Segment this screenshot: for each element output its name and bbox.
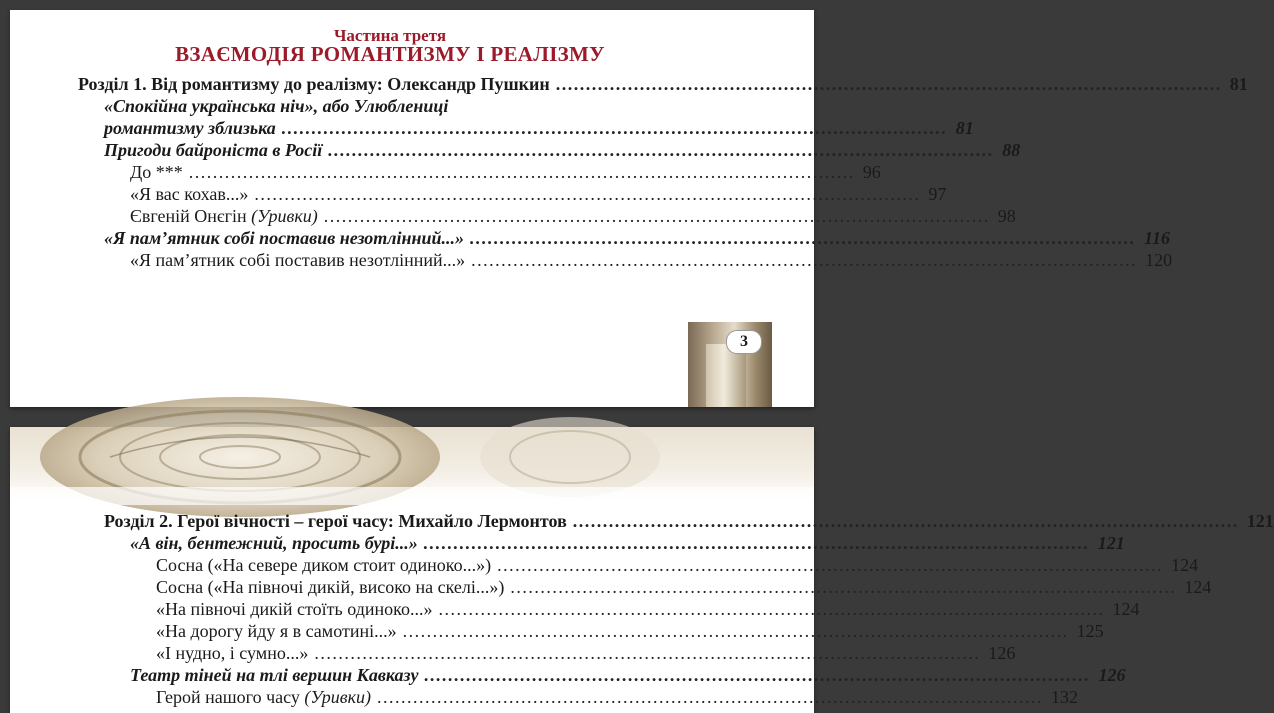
toc-entry-page: 124 <box>1184 577 1212 597</box>
toc-entry[interactable] <box>156 642 1016 664</box>
toc-entry[interactable] <box>78 73 1248 95</box>
toc-entry-title: Пригоди байроніста в Росії <box>104 140 323 160</box>
toc-entry-page: 98 <box>997 206 1016 226</box>
toc-entry-page: 125 <box>1076 621 1104 641</box>
toc-entry[interactable] <box>104 117 974 139</box>
toc-leader: ............................................................................................................... <box>438 599 1105 619</box>
toc-leader: ............................................................................................................... <box>254 184 921 204</box>
toc-entry-title: «Я пам’ятник собі поставив незотлінний...» <box>104 228 465 248</box>
toc-leader: ............................................................................................................... <box>555 74 1222 94</box>
toc-entry[interactable] <box>130 161 881 183</box>
toc-entry[interactable] <box>156 620 1104 642</box>
page-2 <box>10 427 1274 713</box>
toc-entry-page: 81 <box>1229 74 1248 94</box>
toc-entry-page: 97 <box>928 184 947 204</box>
toc-entry-page: 116 <box>1144 228 1171 248</box>
toc-entry-title: Сосна («На півночі дикій, високо на скелі...») <box>156 577 505 597</box>
toc-entry-page: 121 <box>1246 511 1274 531</box>
toc-entry[interactable] <box>104 510 1274 532</box>
part-subtitle: Частина третя <box>333 26 447 45</box>
toc-leader: ............................................................................................................... <box>572 511 1239 531</box>
toc-entry[interactable] <box>104 139 1021 161</box>
toc-entry-page: 120 <box>1145 250 1173 270</box>
toc-leader: ............................................................................................................... <box>402 621 1069 641</box>
toc-entry[interactable] <box>130 249 1173 271</box>
toc-entry-title: «Я вас кохав...» <box>130 184 249 204</box>
toc-entry[interactable] <box>156 598 1140 620</box>
toc-leader: ............................................................................................................... <box>188 162 855 182</box>
toc-leader: ............................................................................................................... <box>281 118 948 138</box>
toc-entry-page: 124 <box>1112 599 1140 619</box>
toc-entry-title: Театр тіней на тлі вершин Кавказу <box>130 665 419 685</box>
toc-entry-suffix: (Уривки) <box>251 206 318 226</box>
toc-entry-page: 121 <box>1097 533 1125 553</box>
toc-leader: ............................................................................................................... <box>423 533 1090 553</box>
toc-entry[interactable] <box>130 532 1125 554</box>
toc-leader: ............................................................................................................... <box>471 250 1138 270</box>
toc-entry[interactable] <box>156 576 1212 598</box>
toc-entry[interactable] <box>104 227 1171 249</box>
page-number-badge: 3 <box>726 330 762 354</box>
page-1 <box>10 10 1248 407</box>
toc-entry-title: «А він, бентежний, просить бурі...» <box>130 533 418 553</box>
toc-entry-title: До *** <box>130 162 183 182</box>
toc-entry-title: «І нудно, і сумно...» <box>156 643 309 663</box>
toc-entry[interactable] <box>156 686 1078 708</box>
toc-entry-title: Герой нашого часу <box>156 687 300 707</box>
toc-entry[interactable] <box>130 183 947 205</box>
toc-entry-page: 88 <box>1002 140 1021 160</box>
toc-entry-title: Розділ 1. Від романтизму до реалізму: Олександр Пушкин <box>78 74 550 94</box>
clock-face-graphic <box>10 427 814 505</box>
toc-entry-page: 126 <box>1098 665 1126 685</box>
toc-leader: ............................................................................................................... <box>470 228 1137 248</box>
toc-leader: ............................................................................................................... <box>510 577 1177 597</box>
toc-entry-page: 126 <box>988 643 1016 663</box>
toc-entry-title: «Спокійна українська ніч», або Улюблениці <box>104 96 449 116</box>
toc-entry-title: романтизму зблизька <box>104 118 276 138</box>
toc-entry-title: Євгеній Онєгін <box>130 206 247 226</box>
toc-leader: ............................................................................................................... <box>424 665 1091 685</box>
toc-entry-title: Сосна («На севере диком стоит одиноко...») <box>156 555 492 575</box>
toc-entry-title: Розділ 2. Герої вічності – герої часу: Михайло Лермонтов <box>104 511 567 531</box>
toc-entry[interactable] <box>130 664 1126 686</box>
toc-entry-title: «Я пам’ятник собі поставив незотлінний...» <box>130 250 466 270</box>
toc-entry-title: «На півночі дикій стоїть одиноко...» <box>156 599 433 619</box>
part-title: ВЗАЄМОДІЯ РОМАНТИЗМУ І РЕАЛІЗМУ <box>175 42 605 66</box>
toc-entry[interactable] <box>156 554 1199 576</box>
toc-entry-page: 124 <box>1171 555 1199 575</box>
toc-leader: ............................................................................................................... <box>314 643 981 663</box>
toc-leader: ............................................................................................................... <box>497 555 1164 575</box>
toc-leader: ............................................................................................................... <box>377 687 1043 707</box>
toc-leader: ............................................................................................................... <box>323 206 990 226</box>
toc-entry-title: «На дорогу йду я в самотині...» <box>156 621 397 641</box>
toc-entry[interactable] <box>130 205 1016 227</box>
toc-leader: ............................................................................................................... <box>328 140 995 160</box>
toc-entry-suffix: (Уривки) <box>304 687 371 707</box>
toc-entry-page: 81 <box>955 118 974 138</box>
toc-entry-page: 132 <box>1051 687 1078 707</box>
toc-entry-line1[interactable] <box>104 95 764 117</box>
clock-banner-image <box>10 427 814 505</box>
toc-entry-page: 96 <box>862 162 881 182</box>
